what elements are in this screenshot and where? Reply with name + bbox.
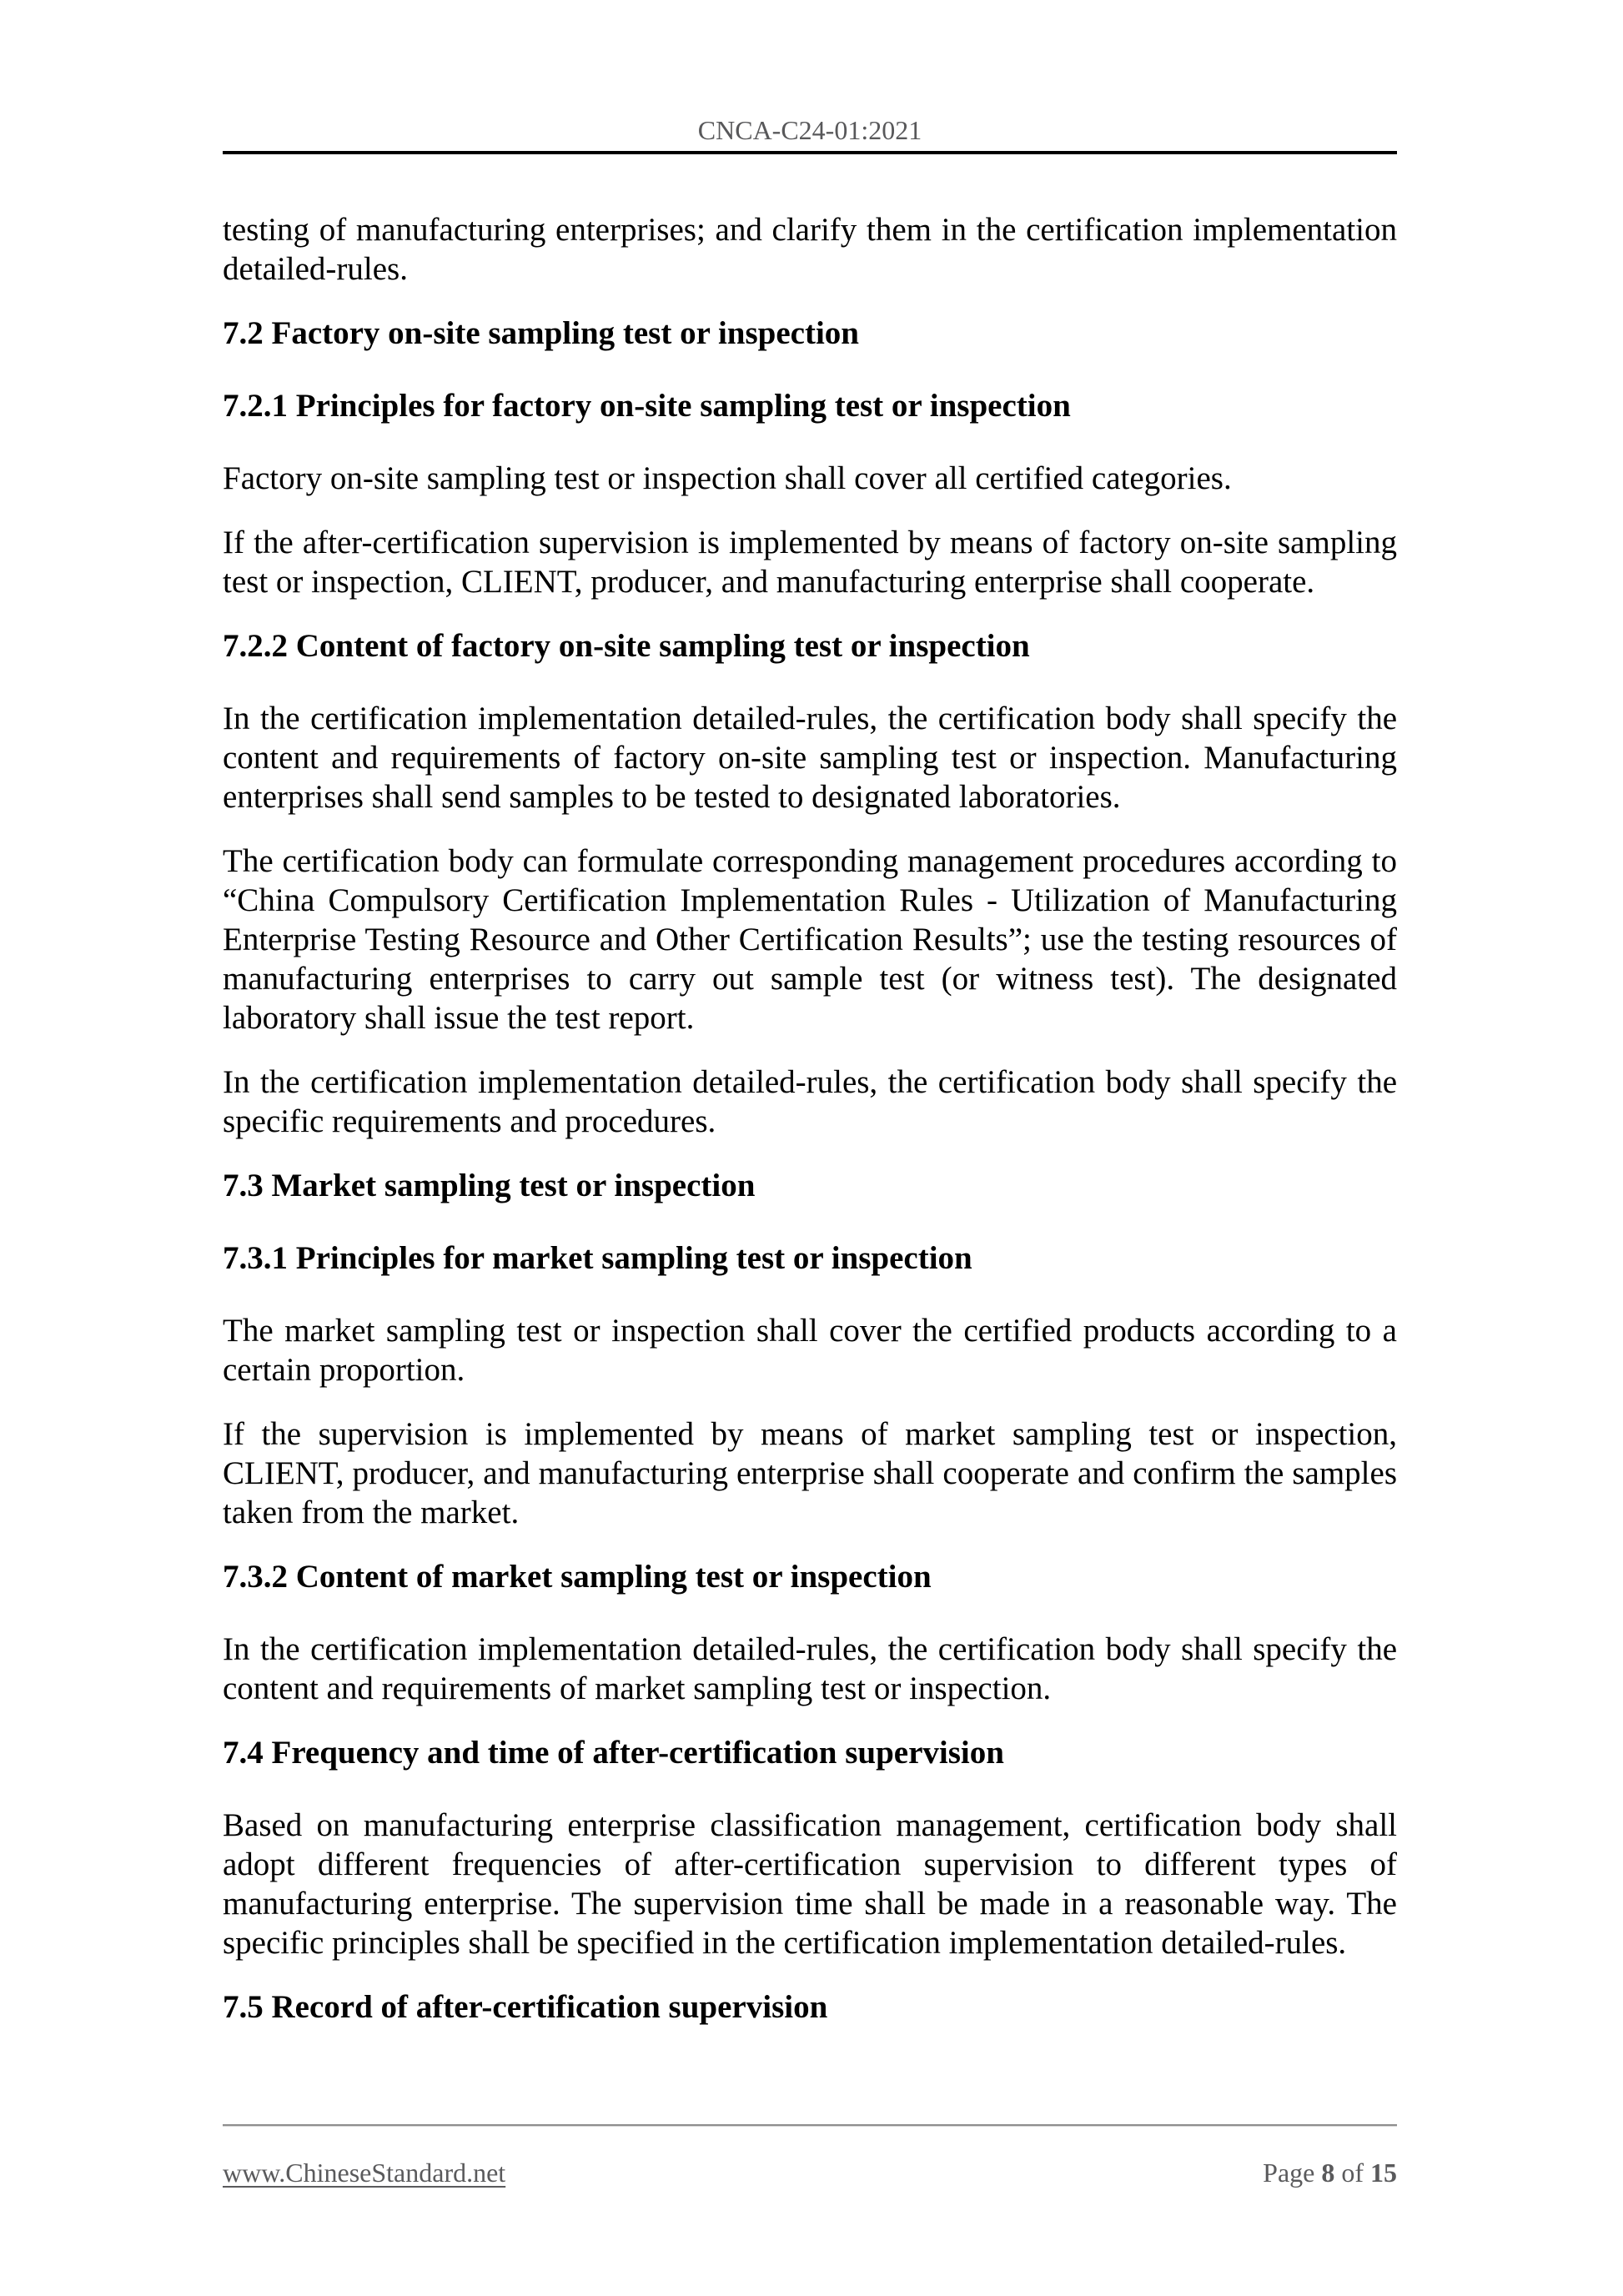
- paragraph: Based on manufacturing enterprise classification management, certification body shall adopt different frequencies of after-certification supervision to different types of manufacturing enterprise. The supervision time shall be made in a reasonable way. The specific principles shall be specified in the certification implementation detailed-rules.: [223, 1807, 1397, 1961]
- section-heading-7-3-1: 7.3.1 Principles for market sampling test or inspection: [223, 1240, 972, 1276]
- paragraph: Factory on-site sampling test or inspection shall cover all certified categories.: [223, 460, 1232, 496]
- page-total: 15: [1370, 2158, 1397, 2188]
- section-heading-7-3-2: 7.3.2 Content of market sampling test or inspection: [223, 1559, 932, 1595]
- section-heading-7-5: 7.5 Record of after-certification supervision: [223, 1989, 828, 2025]
- page-indicator: [1263, 2156, 1397, 2189]
- paragraph: In the certification implementation detailed-rules, the certification body shall specify the content and requirements of factory on-site sampling test or inspection. Manufacturing enterprises shall send samples to be tested to designated laboratories.: [223, 701, 1397, 815]
- paragraph-continued: testing of manufacturing enterprises; and clarify them in the certification implementation detailed-rules.: [223, 212, 1397, 287]
- paragraph: The certification body can formulate corresponding management procedures according to “China Compulsory Certification Implementation Rules - Utilization of Manufacturing Enterprise Testing Resource and Other Certification Results”; use the testing resources of manufacturing enterprises to carry out sample test (or witness test). The designated laboratory shall issue the test report.: [223, 843, 1397, 1036]
- section-heading-7-2-2: 7.2.2 Content of factory on-site sampling test or inspection: [223, 628, 1030, 664]
- section-heading-7-2-1: 7.2.1 Principles for factory on-site sampling test or inspection: [223, 388, 1071, 424]
- page-footer: [223, 2156, 1397, 2189]
- website-link[interactable]: www.ChineseStandard.net: [223, 2158, 506, 2188]
- paragraph: In the certification implementation detailed-rules, the certification body shall specify the specific requirements and procedures.: [223, 1064, 1397, 1139]
- paragraph: If the after-certification supervision is implemented by means of factory on-site sampling test or inspection, CLIENT, producer, and manufacturing enterprise shall cooperate.: [223, 525, 1397, 600]
- paragraph: If the supervision is implemented by means of market sampling test or inspection, CLIENT, producer, and manufacturing enterprise shall cooperate and confirm the samples taken from the market.: [223, 1416, 1397, 1530]
- section-heading-7-4: 7.4 Frequency and time of after-certification supervision: [223, 1735, 1004, 1771]
- header-rule: [223, 151, 1397, 154]
- paragraph: In the certification implementation detailed-rules, the certification body shall specify the content and requirements of market sampling test or inspection.: [223, 1631, 1397, 1706]
- paragraph: The market sampling test or inspection shall cover the certified products according to a certain proportion.: [223, 1313, 1397, 1388]
- page-number: 8: [1321, 2158, 1335, 2188]
- section-heading-7-2: 7.2 Factory on-site sampling test or inspection: [223, 315, 859, 351]
- page-header: [223, 113, 1397, 147]
- section-heading-7-3: 7.3 Market sampling test or inspection: [223, 1168, 756, 1203]
- document-body: [223, 210, 1397, 2060]
- of-word: of: [1341, 2158, 1364, 2188]
- page-word: Page: [1263, 2158, 1315, 2188]
- doc-code: CNCA-C24-01:2021: [697, 115, 922, 145]
- footer-rule: [223, 2124, 1397, 2126]
